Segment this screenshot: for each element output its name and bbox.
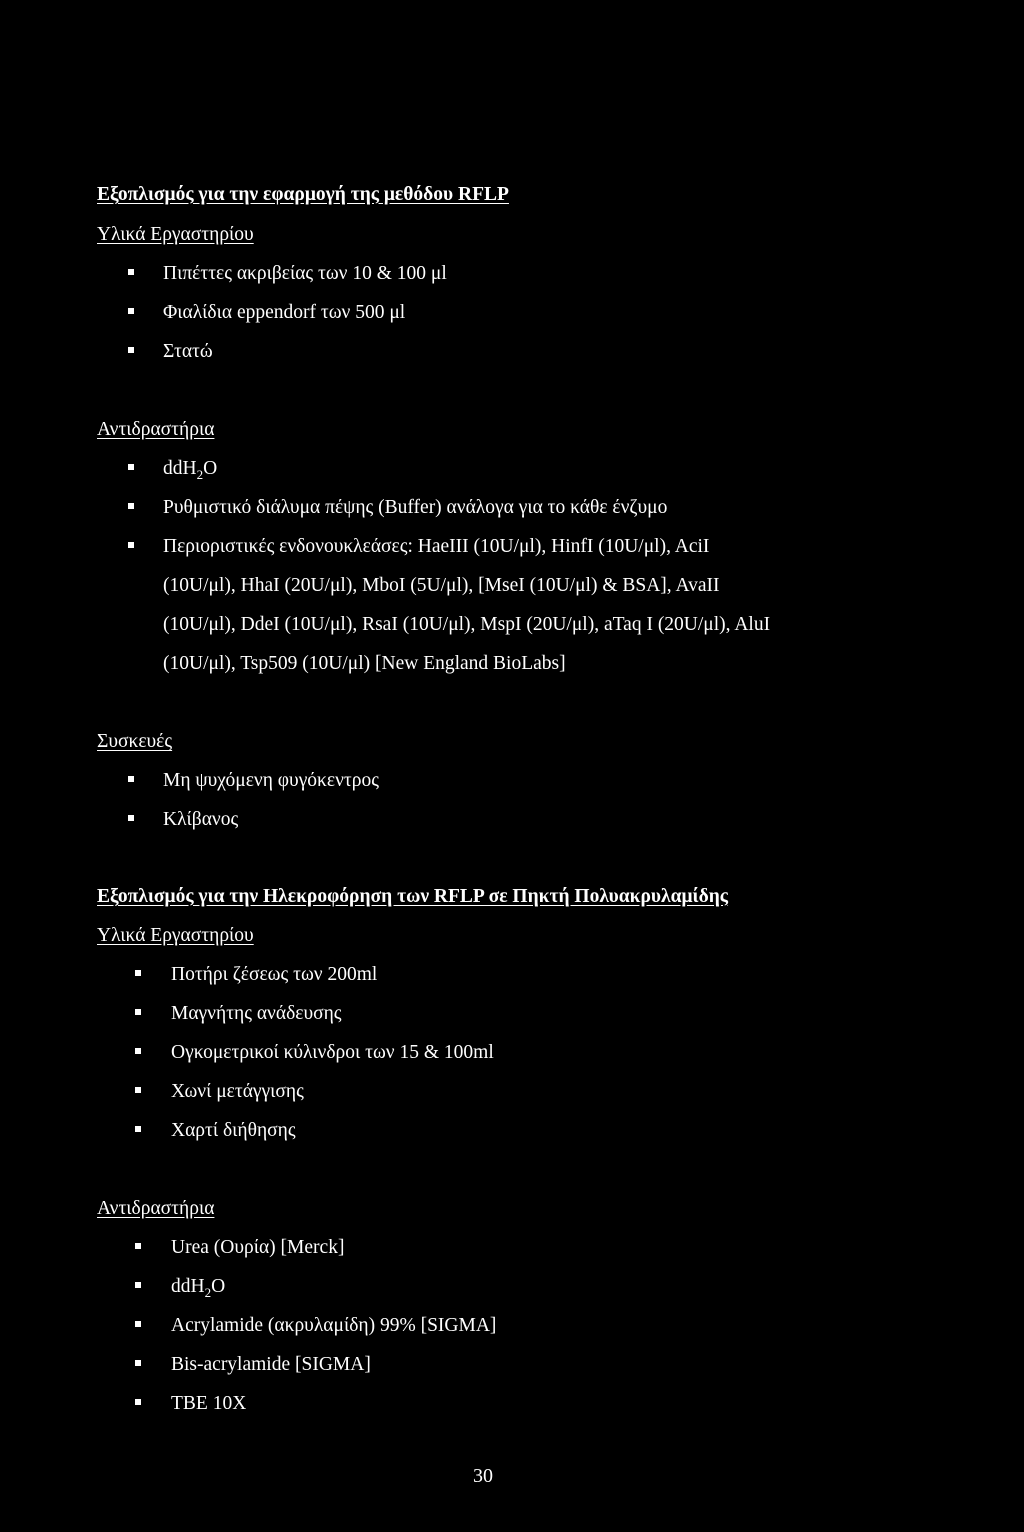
bullet-icon xyxy=(128,542,134,548)
bullet-icon xyxy=(135,1243,141,1249)
bullet-icon xyxy=(135,1360,141,1366)
lab-materials-label: Υλικά Εργαστηρίου xyxy=(97,925,254,946)
bullet-icon xyxy=(135,1126,141,1132)
list-item: TBE 10X xyxy=(171,1393,247,1414)
bullet-icon xyxy=(135,970,141,976)
list-item: Μαγνήτης ανάδευσης xyxy=(171,1003,342,1024)
devices-label: Συσκευές xyxy=(97,731,173,752)
bullet-icon xyxy=(135,1399,141,1405)
list-item: Μη ψυχόμενη φυγόκεντρος xyxy=(163,770,379,791)
section1-title: Εξοπλισμός για την εφαρμογή της μεθόδου RFLP xyxy=(97,184,509,205)
section2-title: Εξοπλισμός για την Ηλεκροφόρηση των RFLP σε Πηκτή Πολυακρυλαμίδης xyxy=(97,886,729,907)
bullet-icon xyxy=(135,1009,141,1015)
list-item: Πιπέττες ακριβείας των 10 & 100 μl xyxy=(163,263,447,284)
list-item: Χαρτί διήθησης xyxy=(171,1120,296,1141)
reagents-label: Αντιδραστήρια xyxy=(97,419,215,440)
list-item: Χωνί μετάγγισης xyxy=(171,1081,304,1102)
ddh2o-sub: 2 xyxy=(196,466,204,482)
list-item-ddh2o xyxy=(171,1277,225,1299)
ddh2o-suffix: O xyxy=(211,1276,226,1297)
bullet-icon xyxy=(128,776,134,782)
list-item: Acrylamide (ακρυλαμίδη) 99% [SIGMA] xyxy=(171,1315,497,1336)
bullet-icon xyxy=(135,1282,141,1288)
bullet-icon xyxy=(135,1087,141,1093)
enzymes-line: (10U/μl), DdeI (10U/μl), RsaI (10U/μl), MspI (20U/μl), aTaq I (20U/μl), AluI xyxy=(163,614,771,635)
list-item: Urea (Ουρία) [Merck] xyxy=(171,1237,345,1258)
list-item-ddh2o xyxy=(163,459,217,481)
bullet-icon xyxy=(128,464,134,470)
lab-materials-label: Υλικά Εργαστηρίου xyxy=(97,224,254,245)
list-item: Bis-acrylamide [SIGMA] xyxy=(171,1354,371,1375)
ddh2o-prefix: ddH xyxy=(163,458,197,479)
ddh2o-prefix: ddH xyxy=(171,1276,205,1297)
bullet-icon xyxy=(128,347,134,353)
bullet-icon xyxy=(128,503,134,509)
reagents-label: Αντιδραστήρια xyxy=(97,1198,215,1219)
list-item: Ποτήρι ζέσεως των 200ml xyxy=(171,964,378,985)
page-number: 30 xyxy=(473,1465,493,1487)
enzymes-line: Περιοριστικές ενδονουκλεάσες: HaeIII (10U/μl), HinfI (10U/μl), AciI xyxy=(163,536,710,557)
list-item: Ογκομετρικοί κύλινδροι των 15 & 100ml xyxy=(171,1042,494,1063)
bullet-icon xyxy=(135,1048,141,1054)
bullet-icon xyxy=(135,1321,141,1327)
enzymes-line: (10U/μl), HhaI (20U/μl), MboI (5U/μl), [MseI (10U/μl) & BSA], AvaII xyxy=(163,575,720,596)
bullet-icon xyxy=(128,815,134,821)
ddh2o-sub: 2 xyxy=(204,1284,212,1300)
bullet-icon xyxy=(128,269,134,275)
enzymes-line: (10U/μl), Tsp509 (10U/μl) [New England BioLabs] xyxy=(163,653,566,674)
list-item: Φιαλίδια eppendorf των 500 μl xyxy=(163,302,406,323)
list-item: Στατώ xyxy=(163,341,213,362)
bullet-icon xyxy=(128,308,134,314)
list-item: Ρυθμιστικό διάλυμα πέψης (Buffer) ανάλογα για το κάθε ένζυμο xyxy=(163,497,668,518)
ddh2o-suffix: O xyxy=(203,458,218,479)
list-item: Κλίβανος xyxy=(163,809,239,830)
